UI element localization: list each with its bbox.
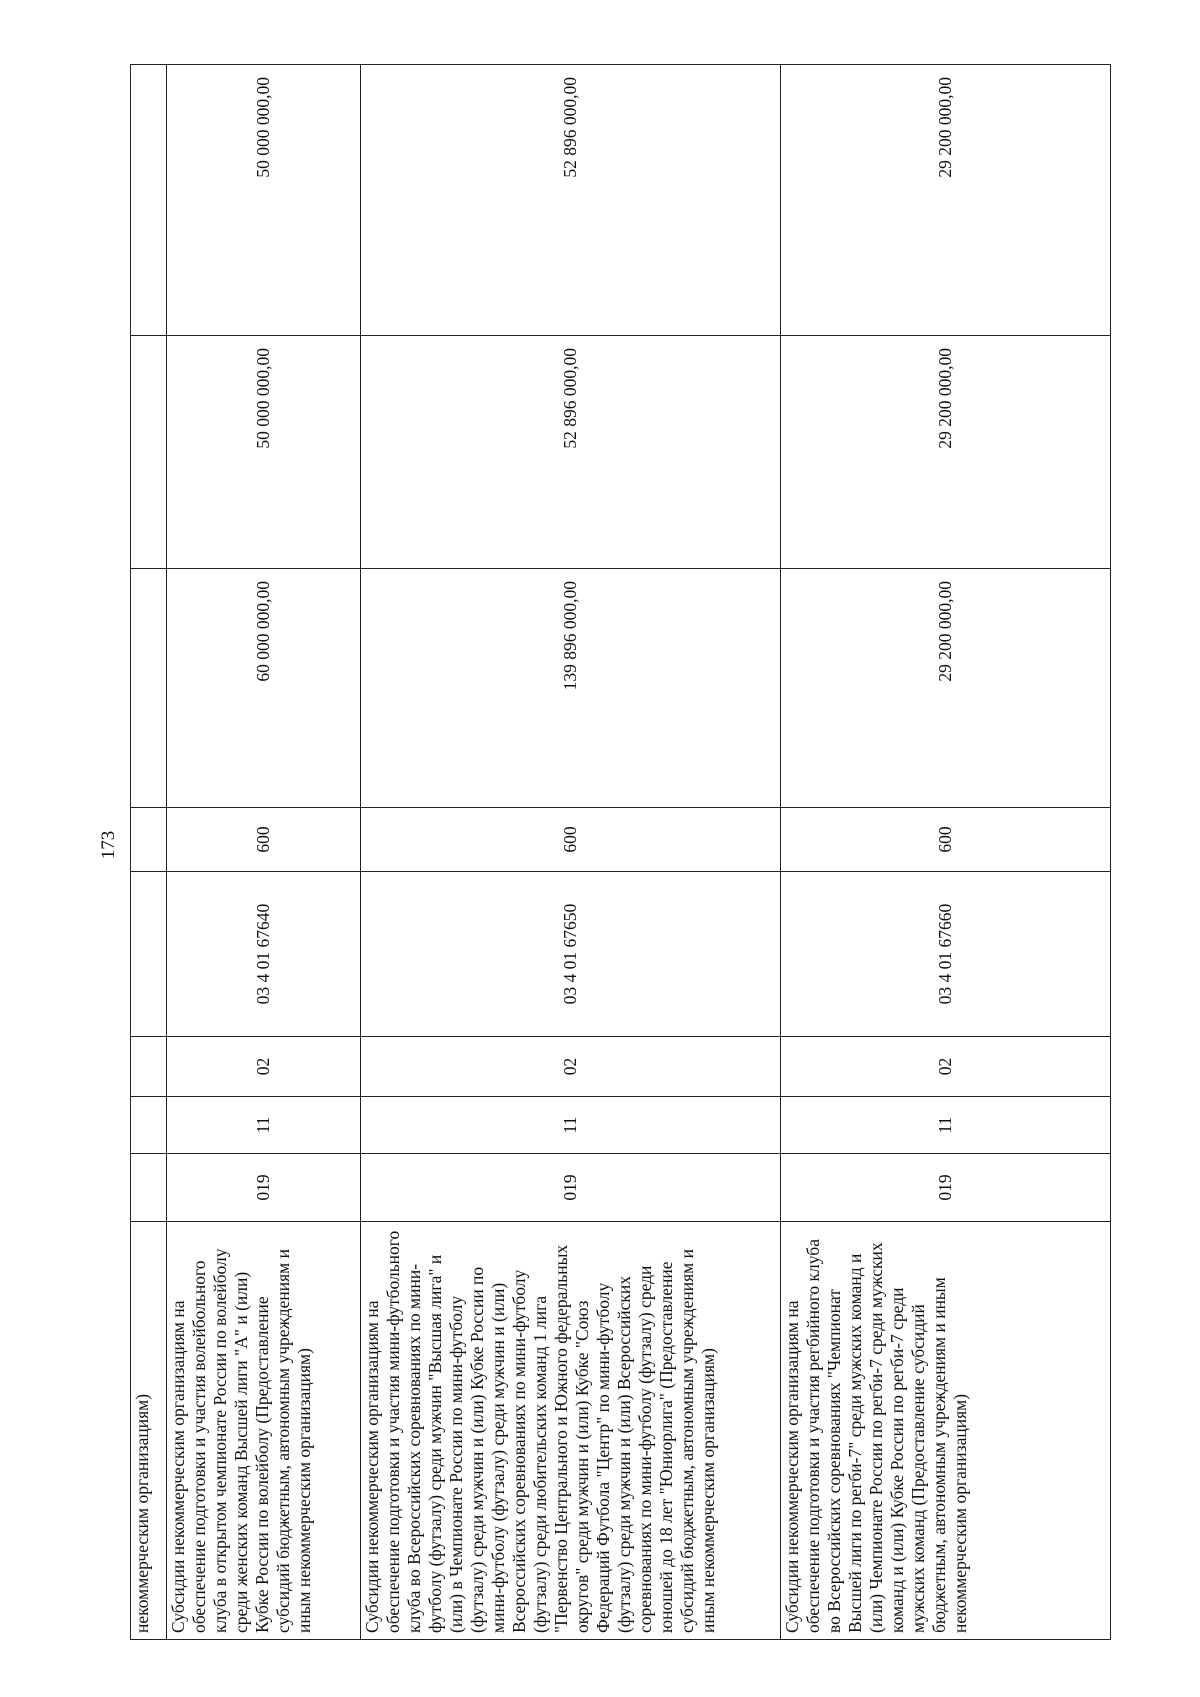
row-ministry-code: 019 bbox=[781, 1154, 1111, 1222]
row-expense-type: 600 bbox=[781, 808, 1111, 872]
row-amount-3: 50 000 000,00 bbox=[167, 65, 361, 336]
row-description: Субсидии некоммерческим организациям на обеспечение подготовки и участия волейбольного клуба в открытом чемпионате России по волейболу среди женских команд Высшей лиги "А" и (или) Кубке России по волейболу (Предоставление субсидий бюджетным, автономным учреждениям и иным некоммерческим организациям) bbox=[167, 1222, 361, 1640]
row-target-article: 03 4 01 67650 bbox=[361, 872, 781, 1037]
row-expense-type: 600 bbox=[167, 808, 361, 872]
row-target-article: 03 4 01 67640 bbox=[167, 872, 361, 1037]
page-number: 173 bbox=[98, 830, 119, 860]
row-section-code: 11 bbox=[781, 1097, 1111, 1154]
row-amount-1: 60 000 000,00 bbox=[167, 569, 361, 808]
table-row bbox=[781, 65, 1111, 1640]
row-amount-3: 52 896 000,00 bbox=[361, 65, 781, 336]
row-amount-2: 50 000 000,00 bbox=[167, 336, 361, 569]
table-row bbox=[361, 65, 781, 1640]
row-target-article: 03 4 01 67660 bbox=[781, 872, 1111, 1037]
row-subsection-code: 02 bbox=[781, 1037, 1111, 1097]
row-subsection-code: 02 bbox=[167, 1037, 361, 1097]
row-amount-1: 139 896 000,00 bbox=[361, 569, 781, 808]
table-row bbox=[167, 65, 361, 1640]
row-ministry-code: 019 bbox=[361, 1154, 781, 1222]
row-section-code: 11 bbox=[361, 1097, 781, 1154]
budget-table-rotated bbox=[130, 65, 1110, 1640]
table-row-continuation bbox=[131, 65, 167, 1640]
row-expense-type: 600 bbox=[361, 808, 781, 872]
row-amount-1: 29 200 000,00 bbox=[781, 569, 1111, 808]
row-section-code: 11 bbox=[167, 1097, 361, 1154]
budget-table bbox=[130, 64, 1111, 1640]
row-description: Субсидии некоммерческим организациям на обеспечение подготовки и участия регбийного клуба во Всероссийских соревнованиях "Чемпионат Высшей лиги по регби-7" среди мужских команд и (или) Чемпионате России по регби-7 среди мужских команд и (или) Кубке России по регби-7 среди мужских команд (Предоставление субсидий бюджетным, автономным учреждениям и иным некоммерческим организациям) bbox=[781, 1222, 1111, 1640]
continuation-text: некоммерческим организациям) bbox=[131, 1222, 167, 1640]
row-ministry-code: 019 bbox=[167, 1154, 361, 1222]
row-amount-2: 52 896 000,00 bbox=[361, 336, 781, 569]
row-amount-2: 29 200 000,00 bbox=[781, 336, 1111, 569]
row-amount-3: 29 200 000,00 bbox=[781, 65, 1111, 336]
row-description: Субсидии некоммерческим организациям на обеспечение подготовки и участия мини-футбольного клуба во Всероссийских соревнованиях по мини-футболу (футзалу) среди мужчин "Высшая лига" и (или) в Чемпионате России по мини-футболу (футзалу) среди мужчин и (или) Кубке России по мини-футболу (футзалу) среди мужчин и (или) Всероссийских соревнованиях по мини-футболу (футзалу) среди любительских команд 1 лига "Первенство Центрального и Южного федеральных округов" среди мужчин и (или) Кубке "Союз Федераций Футбола "Центр" по мини-футболу (футзалу) среди мужчин и (или) Всероссийских соревнованиях по мини-футболу (футзалу) среди юношей до 18 лет "Юниорлига" (Предоставление субсидий бюджетным, автономным учреждениям и иным некоммерческим организациям) bbox=[361, 1222, 781, 1640]
row-subsection-code: 02 bbox=[361, 1037, 781, 1097]
